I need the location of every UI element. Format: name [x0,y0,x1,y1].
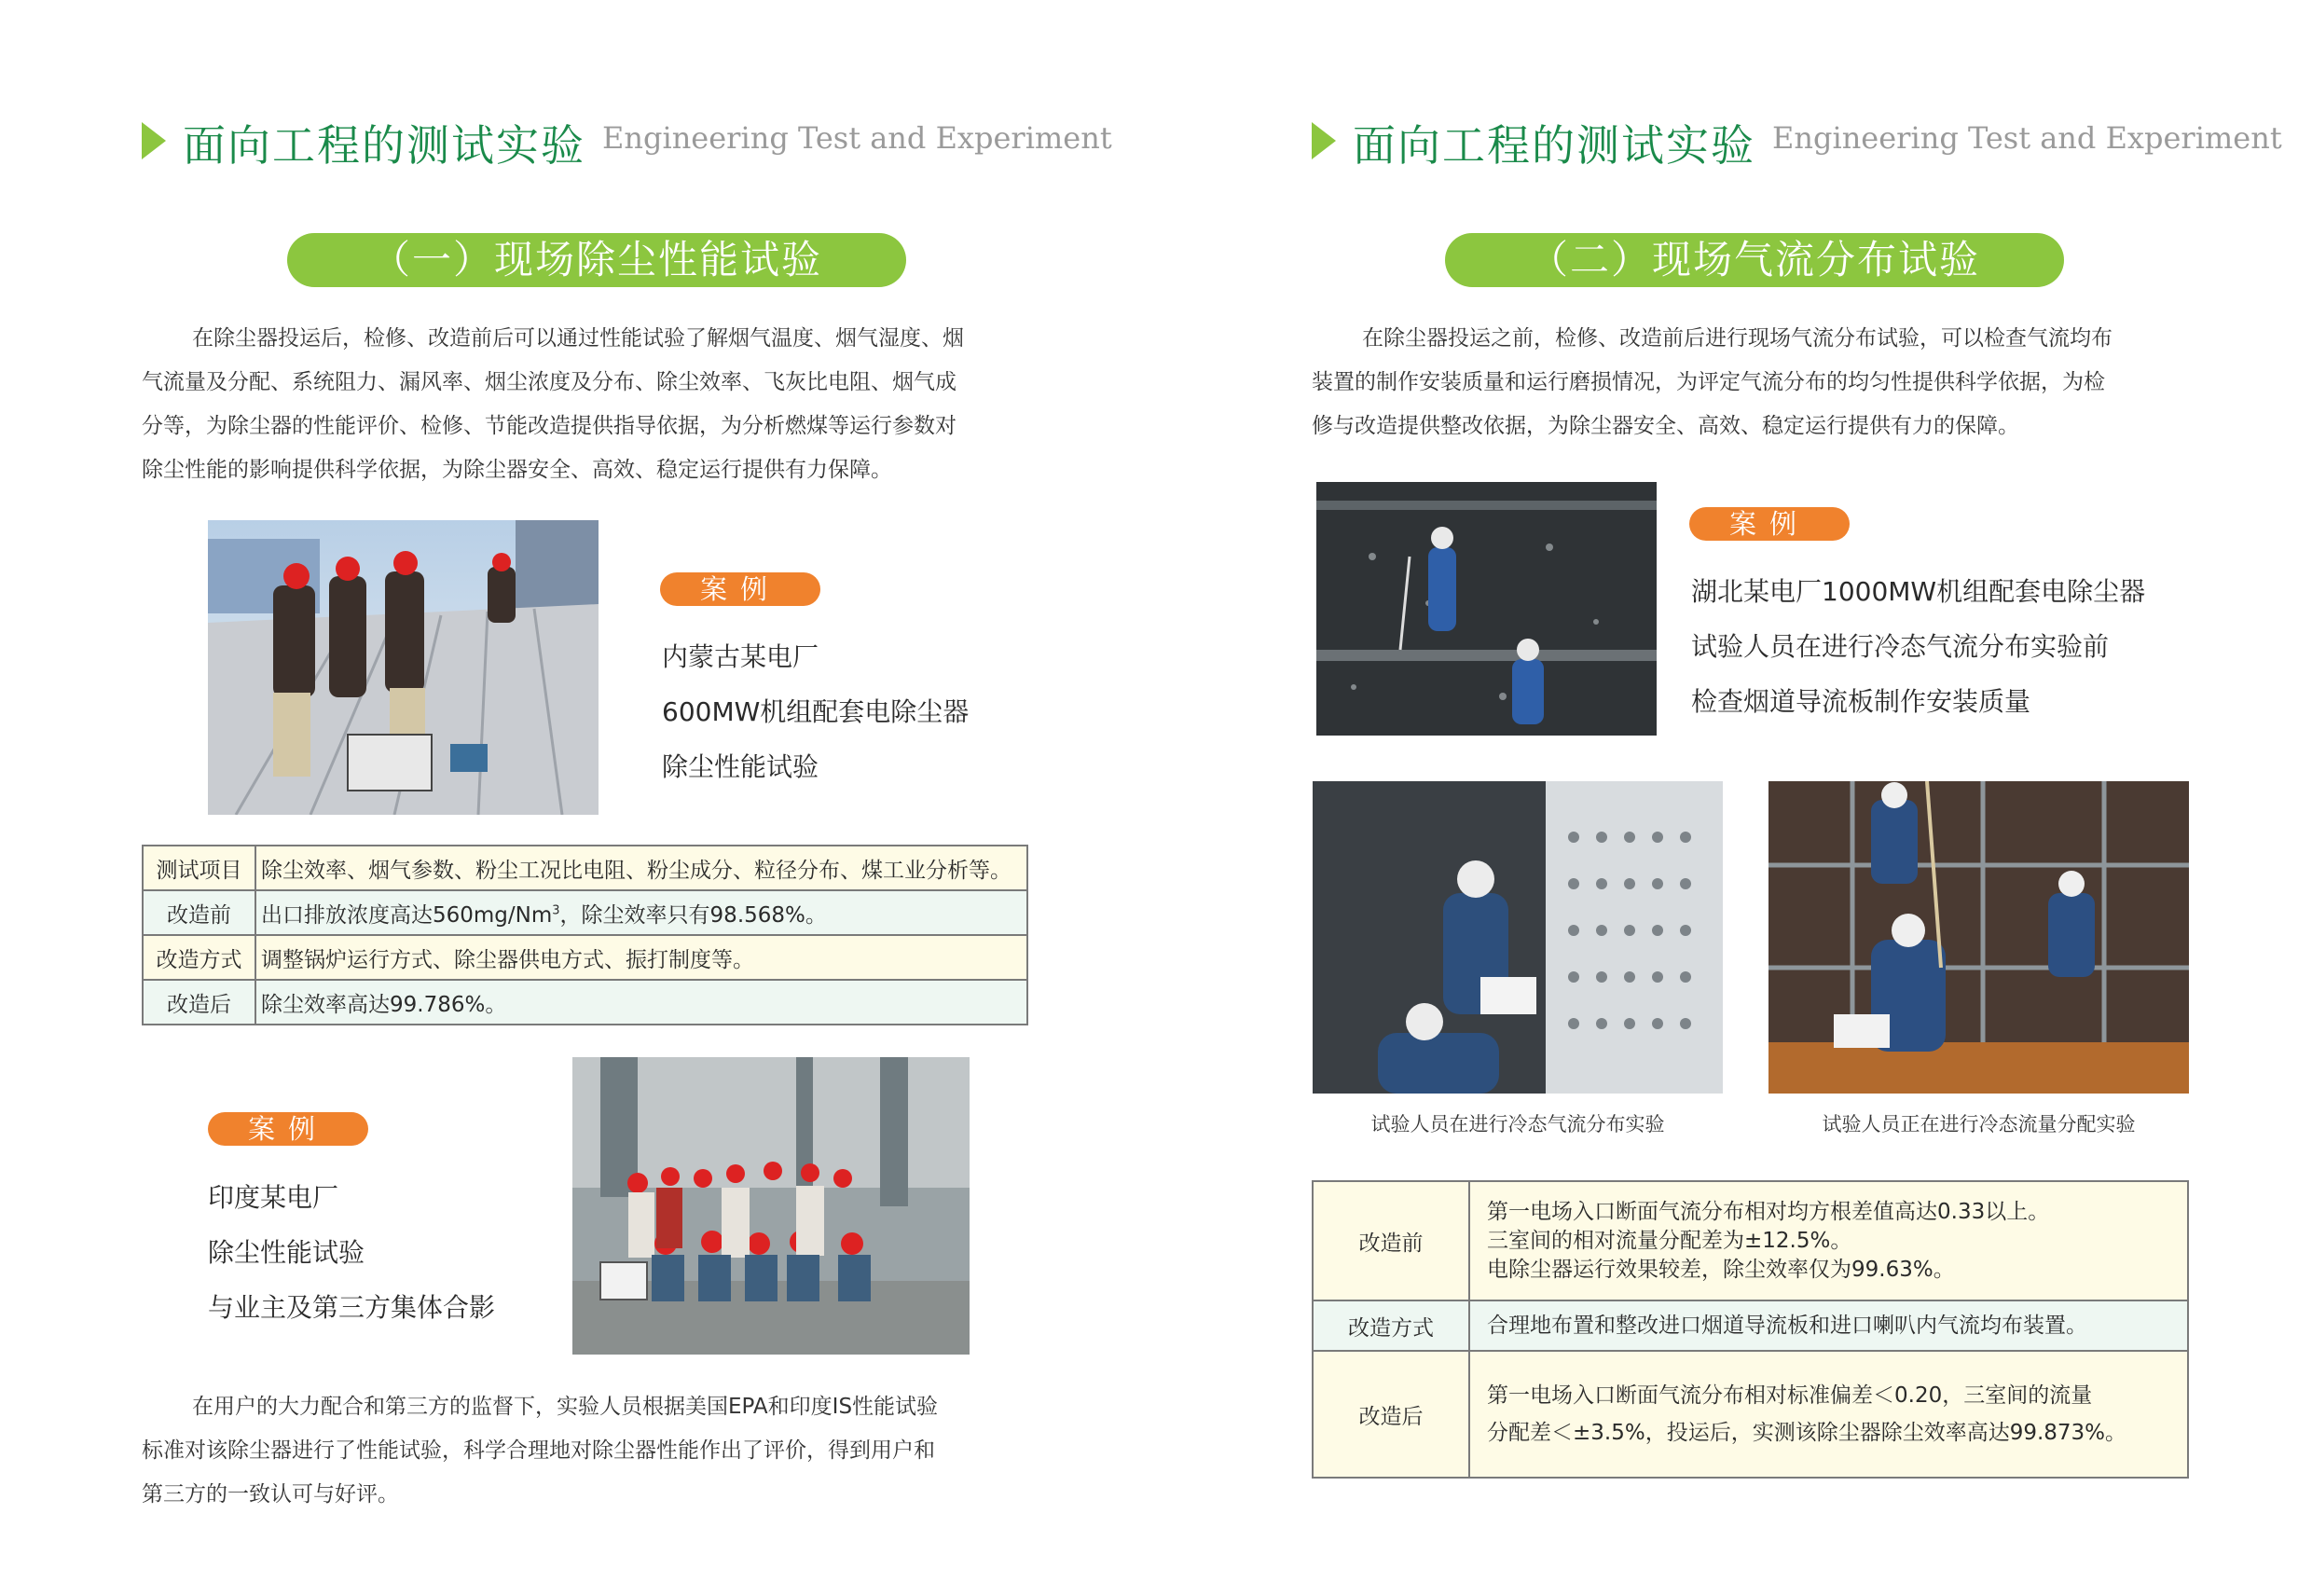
case-line: 试验人员在进行冷态气流分布实验前 [1691,631,2110,662]
right-page [1156,0,2312,1596]
table-row [143,846,1027,890]
outro-line: 标准对该除尘器进行了性能试验，科学合理地对除尘器性能作出了评价，得到用户和 [142,1438,935,1463]
header-title-en: Engineering Test and Experiment [602,120,1112,156]
table-value [1469,1300,2188,1351]
header-title-cn: 面向工程的测试实验 [1353,120,1755,171]
photo-caption: 试验人员正在进行冷态流量分配实验 [1822,1113,2136,1135]
intro-paragraph [142,317,1027,492]
table-key: 改造后 [143,980,255,1025]
case1-line: 内蒙古某电厂 [662,641,819,672]
table-key: 改造方式 [1313,1300,1469,1351]
table-key: 改造前 [1313,1181,1469,1300]
case2-description [208,1170,495,1335]
photo-flow-test-image [1768,781,2189,1094]
performance-table [142,845,1028,1025]
intro-line: 修与改造提供整改依据，为除尘器安全、高效、稳定运行提供有力的保障。 [1312,414,2019,438]
intro-line: 装置的制作安装质量和运行磨损情况，为评定气流分布的均匀性提供科学依据，为检 [1312,370,2105,394]
table-key: 改造方式 [143,935,255,980]
photo-flow-test [1768,781,2189,1094]
photo-group [572,1057,970,1355]
outro-line: 在用户的大力配合和第三方的监督下，实验人员根据美国EPA和印度IS性能试验 [192,1395,939,1419]
intro-line: 在除尘器投运后，检修、改造前后可以通过性能试验了解烟气温度、烟气湿度、烟 [192,326,964,351]
table-row [143,890,1027,935]
header-arrow-icon [1312,122,1336,159]
case-badge: 案例 [208,1112,368,1146]
value-sup: 3 [552,902,560,917]
case-badge: 案例 [1689,507,1850,541]
table-value: 除尘效率、烟气参数、粉尘工况比电阻、粉尘成分、粒径分布、煤工业分析等。 [255,846,1027,890]
table-key: 测试项目 [143,846,255,890]
header-title-en: Engineering Test and Experiment [1772,120,2282,156]
case-line: 检查烟道导流板制作安装质量 [1691,686,2031,717]
case2-line: 除尘性能试验 [208,1237,365,1268]
table-row [143,980,1027,1025]
table-value: 除尘效率高达99.786%。 [255,980,1027,1025]
table-value-line: 第一电场入口断面气流分布相对标准偏差＜0.20，三室间的流量 [1487,1383,2093,1408]
table-value [255,890,1027,935]
case2-line: 与业主及第三方集体合影 [208,1292,496,1323]
table-value-line: 三室间的相对流量分配差为±12.5%。 [1487,1228,1852,1253]
case-badge: 案例 [660,572,820,606]
table-value-line: 电除尘器运行效果较差，除尘效率仅为99.63%。 [1487,1257,1955,1282]
intro-line: 除尘性能的影响提供科学依据，为除尘器安全、高效、稳定运行提供有力保障。 [142,458,892,482]
photo-duct-inspection [1316,482,1657,736]
intro-paragraph [1312,317,2197,448]
header-arrow-icon [142,122,166,159]
table-row [1313,1181,2188,1300]
case-line: 湖北某电厂1000MW机组配套电除尘器 [1691,576,2146,607]
value-post: ，除尘效率只有98.568%。 [559,902,827,928]
case1-line: 600MW机组配套电除尘器 [662,696,970,727]
photo-caption: 试验人员在进行冷态气流分布实验 [1370,1113,1665,1135]
photo-group-image [572,1057,970,1355]
airflow-table [1312,1180,2189,1479]
photo-airflow-test [1313,781,1723,1094]
table-value [1469,1351,2188,1478]
case-description [1691,564,2145,729]
table-row [1313,1351,2188,1478]
table-value-line: 合理地布置和整改进口烟道导流板和进口喇叭内气流均布装置。 [1487,1313,2087,1338]
intro-line: 在除尘器投运之前，检修、改造前后进行现场气流分布试验，可以检查气流均布 [1362,326,2112,351]
table-value-line: 分配差＜±3.5%，投运后，实测该除尘器除尘效率高达99.873%。 [1487,1421,2127,1445]
table-value-line: 第一电场入口断面气流分布相对均方根差值高达0.33以上。 [1487,1199,2050,1224]
header-title-cn: 面向工程的测试实验 [183,120,585,171]
table-row [143,935,1027,980]
case1-line: 除尘性能试验 [662,751,819,782]
case1-description [662,629,969,794]
outro-line: 第三方的一致认可与好评。 [142,1482,399,1507]
intro-line: 气流量及分配、系统阻力、漏风率、烟尘浓度及分布、除尘效率、飞灰比电阻、烟气成 [142,370,956,394]
table-key: 改造前 [143,890,255,935]
section-title-pill: （一）现场除尘性能试验 [287,233,906,287]
photo-duct-inspection-image [1316,482,1657,736]
photo-airflow-test-image [1313,781,1723,1094]
outro-paragraph [142,1385,1027,1517]
table-value: 调整锅炉运行方式、除尘器供电方式、振打制度等。 [255,935,1027,980]
case2-line: 印度某电厂 [208,1182,339,1213]
table-value [1469,1181,2188,1300]
photo-rooftop-test-image [208,520,599,815]
table-row [1313,1300,2188,1351]
photo-rooftop-test [208,520,599,815]
section-title-pill: （二）现场气流分布试验 [1445,233,2064,287]
table-key: 改造后 [1313,1351,1469,1478]
intro-line: 分等，为除尘器的性能评价、检修、节能改造提供指导依据，为分析燃煤等运行参数对 [142,414,956,438]
value-pre: 出口排放浓度高达560mg/Nm [261,902,553,928]
